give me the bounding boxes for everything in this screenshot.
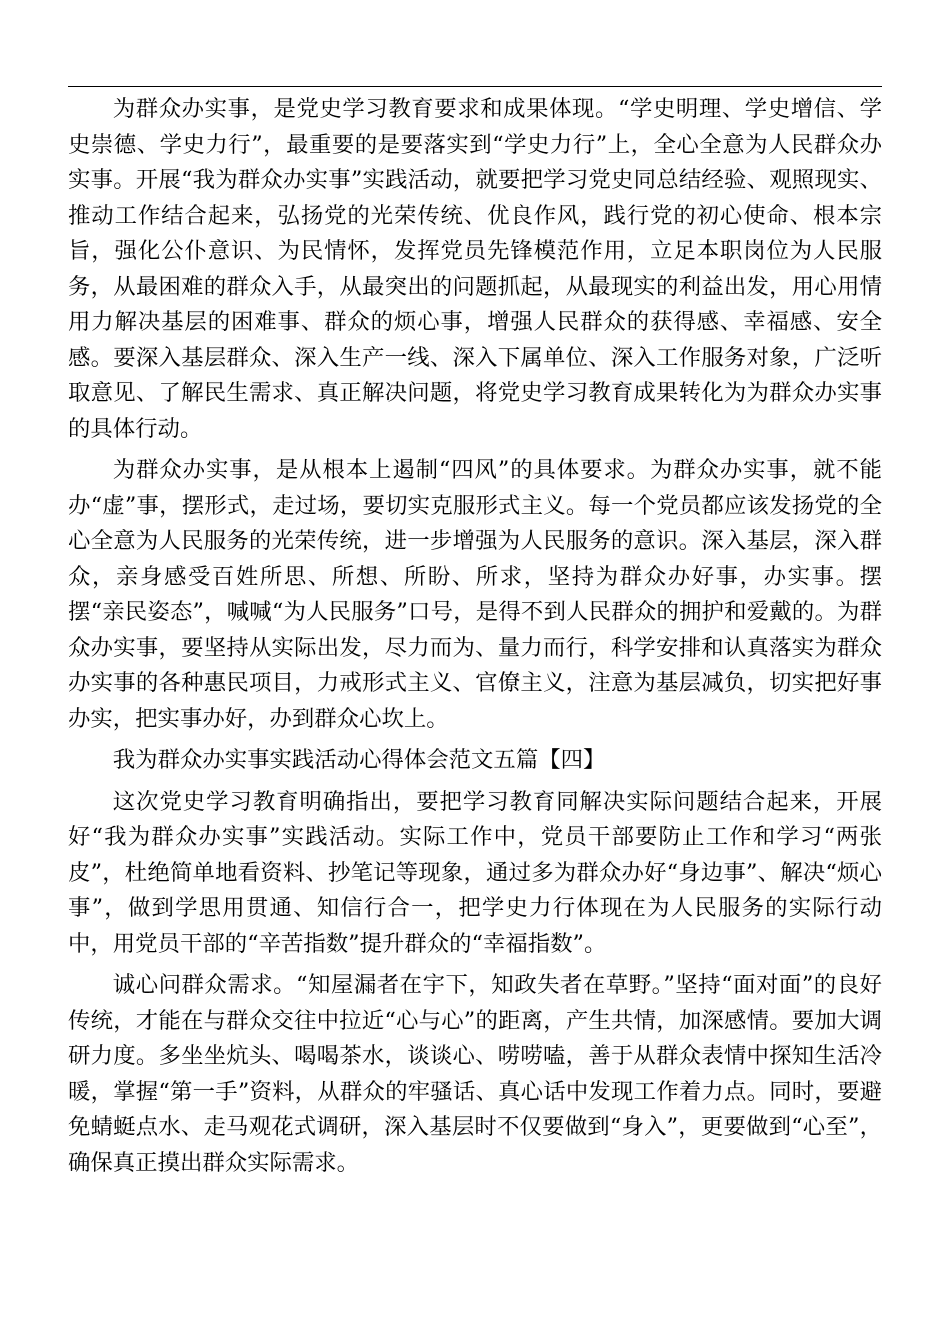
paragraph-1: 为群众办实事，是党史学习教育要求和成果体现。“学史明理、学史增信、学史崇德、学史力行”，最重要的是要落实到“学史力行”上，全心全意为人民群众办实事。开展“我为群众办实事”实践活动，就要把学习党史同总结经验、观照现实、推动工作结合起来，弘扬党的光荣传统、优良作风，践行党的初心使命、根本宗旨，强化公仆意识、为民情怀，发挥党员先锋模范作用，立足本职岗位为人民服务，从最困难的群众入手，从最突出的问题抓起，从最现实的利益出发，用心用情用力解决基层的困难事、群众的烦心事，增强人民群众的获得感、幸福感、安全感。要深入基层群众、深入生产一线、深入下属单位、深入工作服务对象，广泛听取意见、了解民生需求、真正解决问题，将党史学习教育成果转化为为群众办实事的具体行动。	[68, 96, 882, 442]
paragraph-3: 这次党史学习教育明确指出，要把学习教育同解决实际问题结合起来，开展好“我为群众办实事”实践活动。实际工作中，党员干部要防止工作和学习“两张皮”，杜绝简单地看资料、抄笔记等现象，通过多为群众办好“身边事”、解决“烦心事”，做到学思用贯通、知信行合一，把学史力行体现在为人民服务的实际行动中，用党员干部的“辛苦指数”提升群众的“幸福指数”。	[68, 788, 882, 957]
header-rule	[68, 86, 882, 87]
document-body	[68, 92, 882, 1181]
paragraph-4: 诚心问群众需求。“知屋漏者在宇下，知政失者在草野。”坚持“面对面”的良好传统，才能在与群众交往中拉近“心与心”的距离，产生共情，加深感情。要加大调研力度。多坐坐炕头、喝喝茶水，谈谈心、唠唠嗑，善于从群众表情中探知生活冷暖，掌握“第一手”资料，从群众的牢骚话、真心话中发现工作着力点。同时，要避免蜻蜓点水、走马观花式调研，深入基层时不仅要做到“身入”，更要做到“心至”，确保真正摸出群众实际需求。	[68, 972, 882, 1176]
paragraph-2: 为群众办实事，是从根本上遏制“四风”的具体要求。为群众办实事，就不能办“虚”事，摆形式，走过场，要切实克服形式主义。每一个党员都应该发扬党的全心全意为人民服务的光荣传统，进一步增强为人民服务的意识。深入基层，深入群众，亲身感受百姓所思、所想、所盼、所求，坚持为群众办好事，办实事。摆摆“亲民姿态”，喊喊“为人民服务”口号，是得不到人民群众的拥护和爱戴的。为群众办实事，要坚持从实际出发，尽力而为、量力而行，科学安排和认真落实为群众办实事的各种惠民项目，力戒形式主义、官僚主义，注意为基层减负，切实把好事办实，把实事办好，办到群众心坎上。	[68, 457, 882, 732]
section-heading: 我为群众办实事实践活动心得体会范文五篇【四】	[112, 747, 606, 773]
